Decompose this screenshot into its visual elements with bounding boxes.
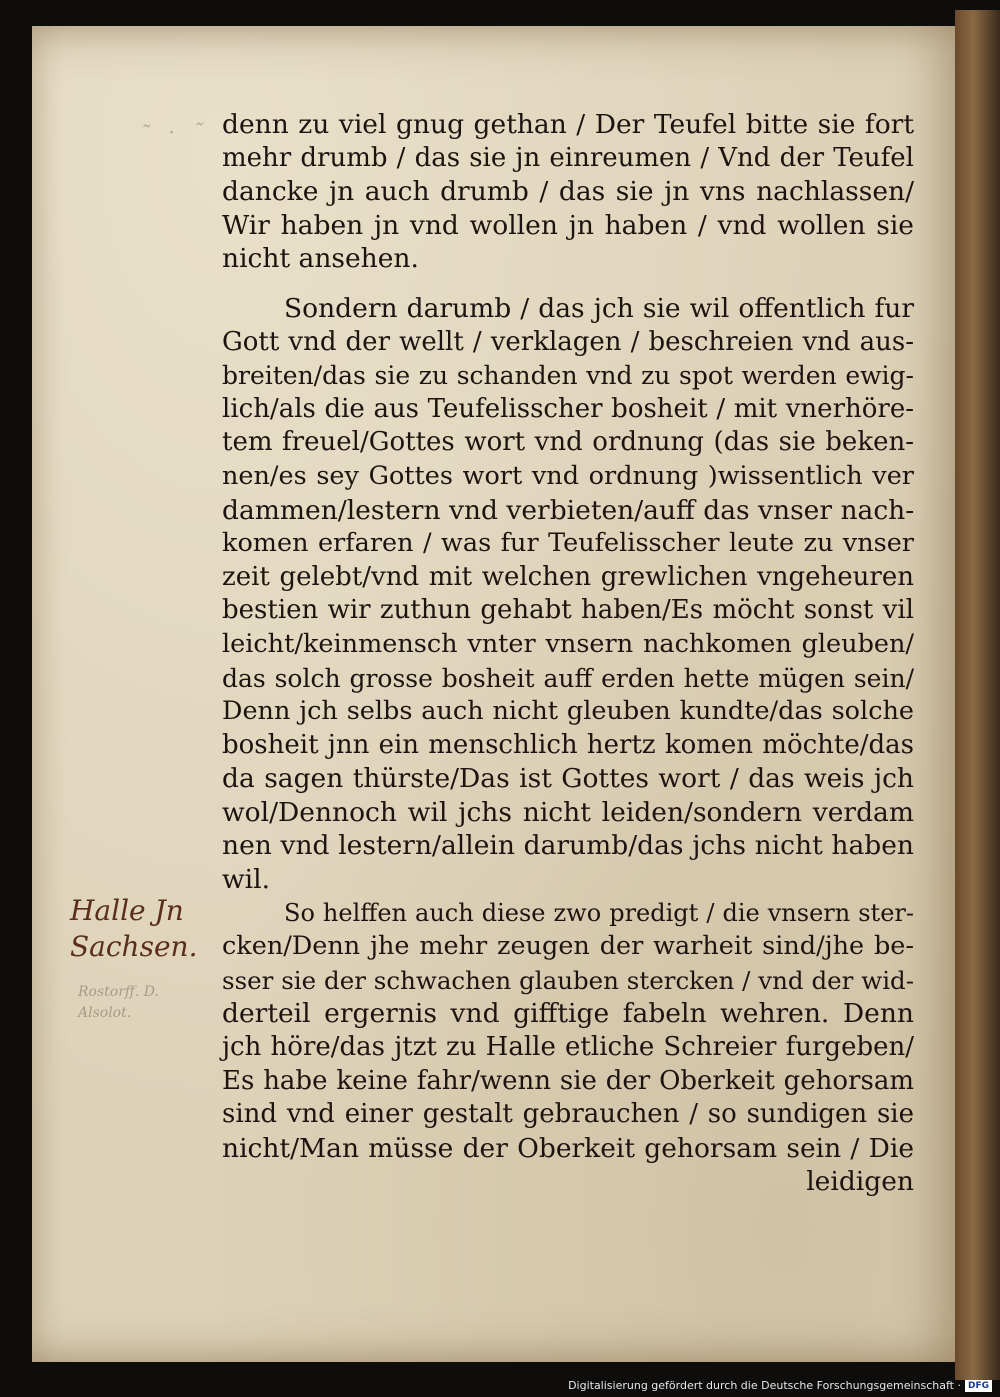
text-line: lich/als die aus Teufelisscher bosheit / mit vnerhöre- [222, 393, 914, 424]
text-line: dammen/lestern vnd verbieten/auff das vnser nach- [222, 494, 915, 526]
text-line: leicht/keinmensch vnter vnsern nachkomen gleuben/ [222, 628, 914, 659]
text-line: wol/Dennoch wil jchs nicht leiden/sondern verdam [222, 796, 914, 828]
text-line: Gott vnd der wellt / verklagen / beschreien vnd aus- [222, 326, 914, 357]
text-line: komen erfaren / was fur Teufelisscher leute zu vnser [222, 528, 914, 559]
text-line: Sondern darumb / das jch sie wil offentlich fur [284, 292, 914, 324]
footer-text: Digitalisierung gefördert durch die Deutsche Forschungsgemeinschaft · [568, 1379, 961, 1392]
text-line: mehr drumb / das sie jn einreumen / Vnd der Teufel [222, 142, 914, 173]
text-line: bosheit jnn ein menschlich hertz komen möchte/das [222, 729, 914, 760]
text-line: nicht ansehen. [222, 243, 419, 275]
text-line: das solch grosse bosheit auff erden hette mügen sein/ [222, 663, 914, 693]
text-line: So helffen auch diese zwo predigt / die vnsern ster- [284, 898, 914, 927]
text-line: sser sie der schwachen glauben stercken / vnd der wid- [222, 965, 914, 995]
text-line: nicht/Man müsse der Oberkeit gehorsam sein / Die [222, 1132, 914, 1164]
text-line: bestien wir zuthun gehabt haben/Es möcht sonst vil [222, 595, 914, 626]
text-line: wil. [222, 864, 271, 896]
text-line: Denn jch selbs auch nicht gleuben kundte/das solche [222, 696, 914, 727]
main-text-block [222, 108, 914, 1199]
text-line: derteil ergernis vnd gifftige fabeln wehren. Denn [222, 998, 914, 1030]
text-line: zeit gelebt/vnd mit welchen grewlichen vngeheuren [222, 561, 914, 592]
text-line: tem freuel/Gottes wort vnd ordnung (das sie beken- [222, 427, 914, 458]
text-line: cken/Denn jhe mehr zeugen der warheit sind/jhe be- [222, 931, 914, 962]
faded-margin-marks: ˜ · ˜ [139, 118, 210, 146]
text-line: sind vnd einer gestalt gebrauchen / so sundigen sie [222, 1099, 914, 1130]
text-line: denn zu viel gnug gethan / Der Teufel bitte sie fort [222, 109, 914, 140]
dfg-logo-icon: DFG [965, 1380, 992, 1392]
digitization-footer [568, 1379, 992, 1392]
catchword: leidigen [806, 1166, 914, 1198]
text-line: Wir haben jn vnd wollen jn haben / vnd wollen sie [222, 209, 914, 241]
text-line: nen/es sey Gottes wort vnd ordnung )wissentlich ver [222, 460, 914, 491]
text-line: dancke jn auch drumb / das sie jn vns nachlassen/ [222, 176, 914, 208]
book-binding-edge [955, 10, 1000, 1380]
text-line: jch höre/das jtzt zu Halle etliche Schreier furgeben/ [222, 1032, 914, 1063]
text-line: Es habe keine fahr/wenn sie der Oberkeit gehorsam [222, 1065, 914, 1096]
text-line: breiten/das sie zu schanden vnd zu spot werden ewig- [222, 361, 914, 391]
faint-margin-note: Rostorff. D. Alsolot. [78, 984, 159, 1021]
handwritten-margin-note: Halle Jn Sachsen. [70, 894, 198, 964]
text-line: nen vnd lestern/allein darumb/das jchs nicht haben [222, 830, 914, 862]
text-line: da sagen thürste/Das ist Gottes wort / das weis jch [222, 763, 914, 795]
